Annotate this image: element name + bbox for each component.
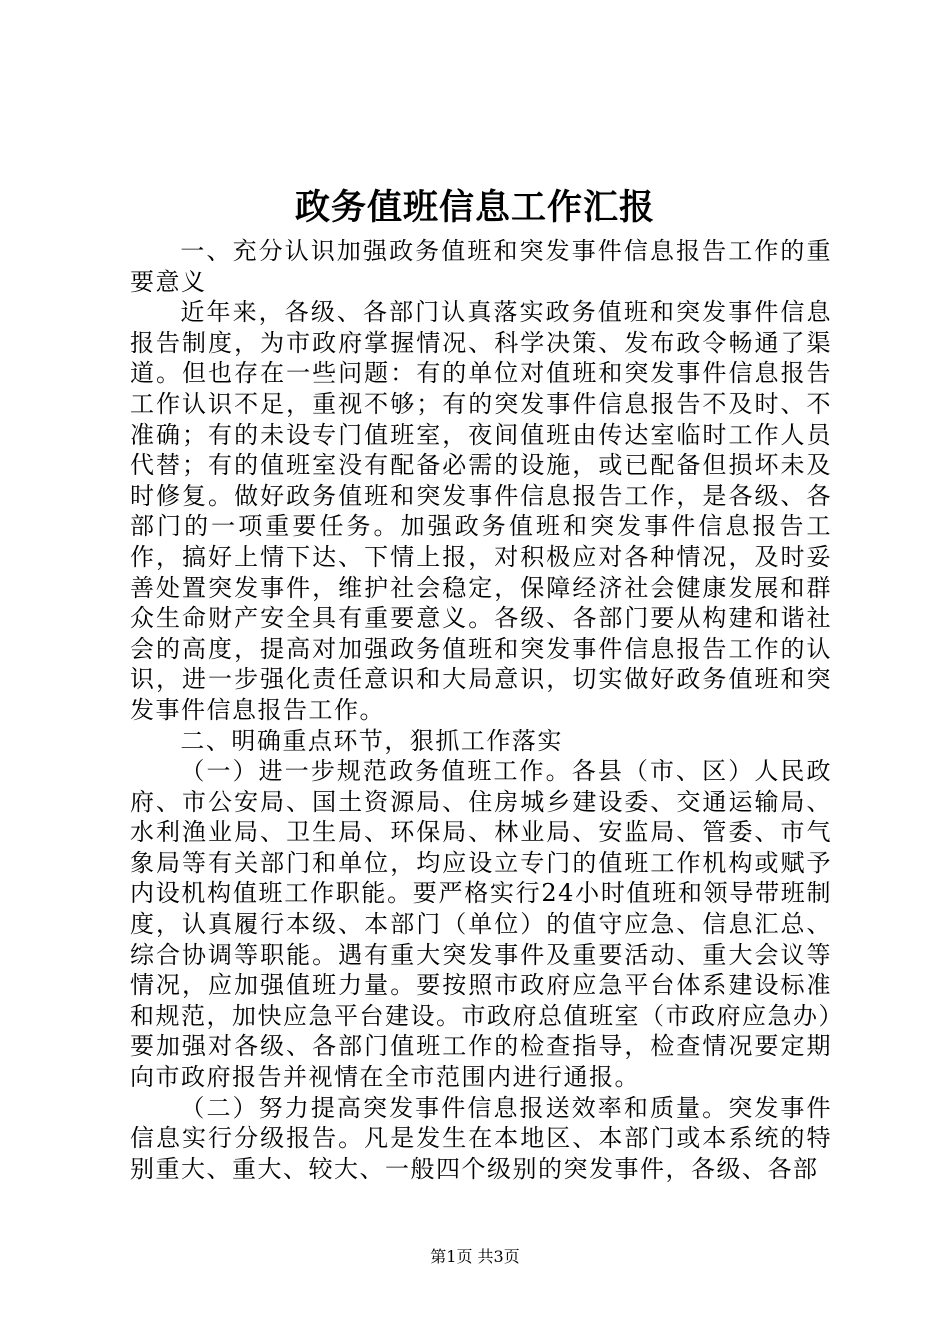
document-body <box>130 236 832 1184</box>
section-heading-1: 一、充分认识加强政务值班和突发事件信息报告工作的重要意义 <box>130 237 832 296</box>
body-paragraph: 近年来，各级、各部门认真落实政务值班和突发事件信息报告制度，为市政府掌握情况、科学决策、发布政令畅通了渠道。但也存在一些问题：有的单位对值班和突发事件信息报告工作认识不足，重视不够；有的突发事件信息报告不及时、不准确；有的未设专门值班室，夜间值班由传达室临时工作人员代替；有的值班室没有配备必需的设施，或已配备但损坏未及时修复。做好政务值班和突发事件信息报告工作，是各级、各部门的一项重要任务。加强政务值班和突发事件信息报告工作，搞好上情下达、下情上报，对积极应对各种情况，及时妥善处置突发事件，维护社会稳定，保障经济社会健康发展和群众生命财产安全具有重要意义。各级、各部门要从构建和谐社会的高度，提高对加强政务值班和突发事件信息报告工作的认识，进一步强化责任意识和大局意识，切实做好政务值班和突发事件信息报告工作。 <box>130 298 832 724</box>
body-paragraph: （二）努力提高突发事件信息报送效率和质量。突发事件信息实行分级报告。凡是发生在本地区、本部门或本系统的特别重大、重大、较大、一般四个级别的突发事件，各级、各部 <box>130 1093 832 1183</box>
section-heading-2: 二、明确重点环节，狠抓工作落实 <box>180 726 563 755</box>
body-paragraph: （一）进一步规范政务值班工作。各县（市、区）人民政府、市公安局、国土资源局、住房城乡建设委、交通运输局、水利渔业局、卫生局、环保局、林业局、安监局、管委、市气象局等有关部门和单位，均应设立专门的值班工作机构或赋予内设机构值班工作职能。要严格实行24小时值班和领导带班制度，认真履行本级、本部门（单位）的值守应急、信息汇总、综合协调等职能。遇有重大突发事件及重要活动、重大会议等情况，应加强值班力量。要按照市政府应急平台体系建设标准和规范，加快应急平台建设。市政府总值班室（市政府应急办）要加强对各级、各部门值班工作的检查指导，检查情况要定期向市政府报告并视情在全市范围内进行通报。 <box>130 757 832 1092</box>
document-title: 政务值班信息工作汇报 <box>294 188 655 228</box>
page-footer: 第1页 共3页 <box>430 1247 520 1266</box>
